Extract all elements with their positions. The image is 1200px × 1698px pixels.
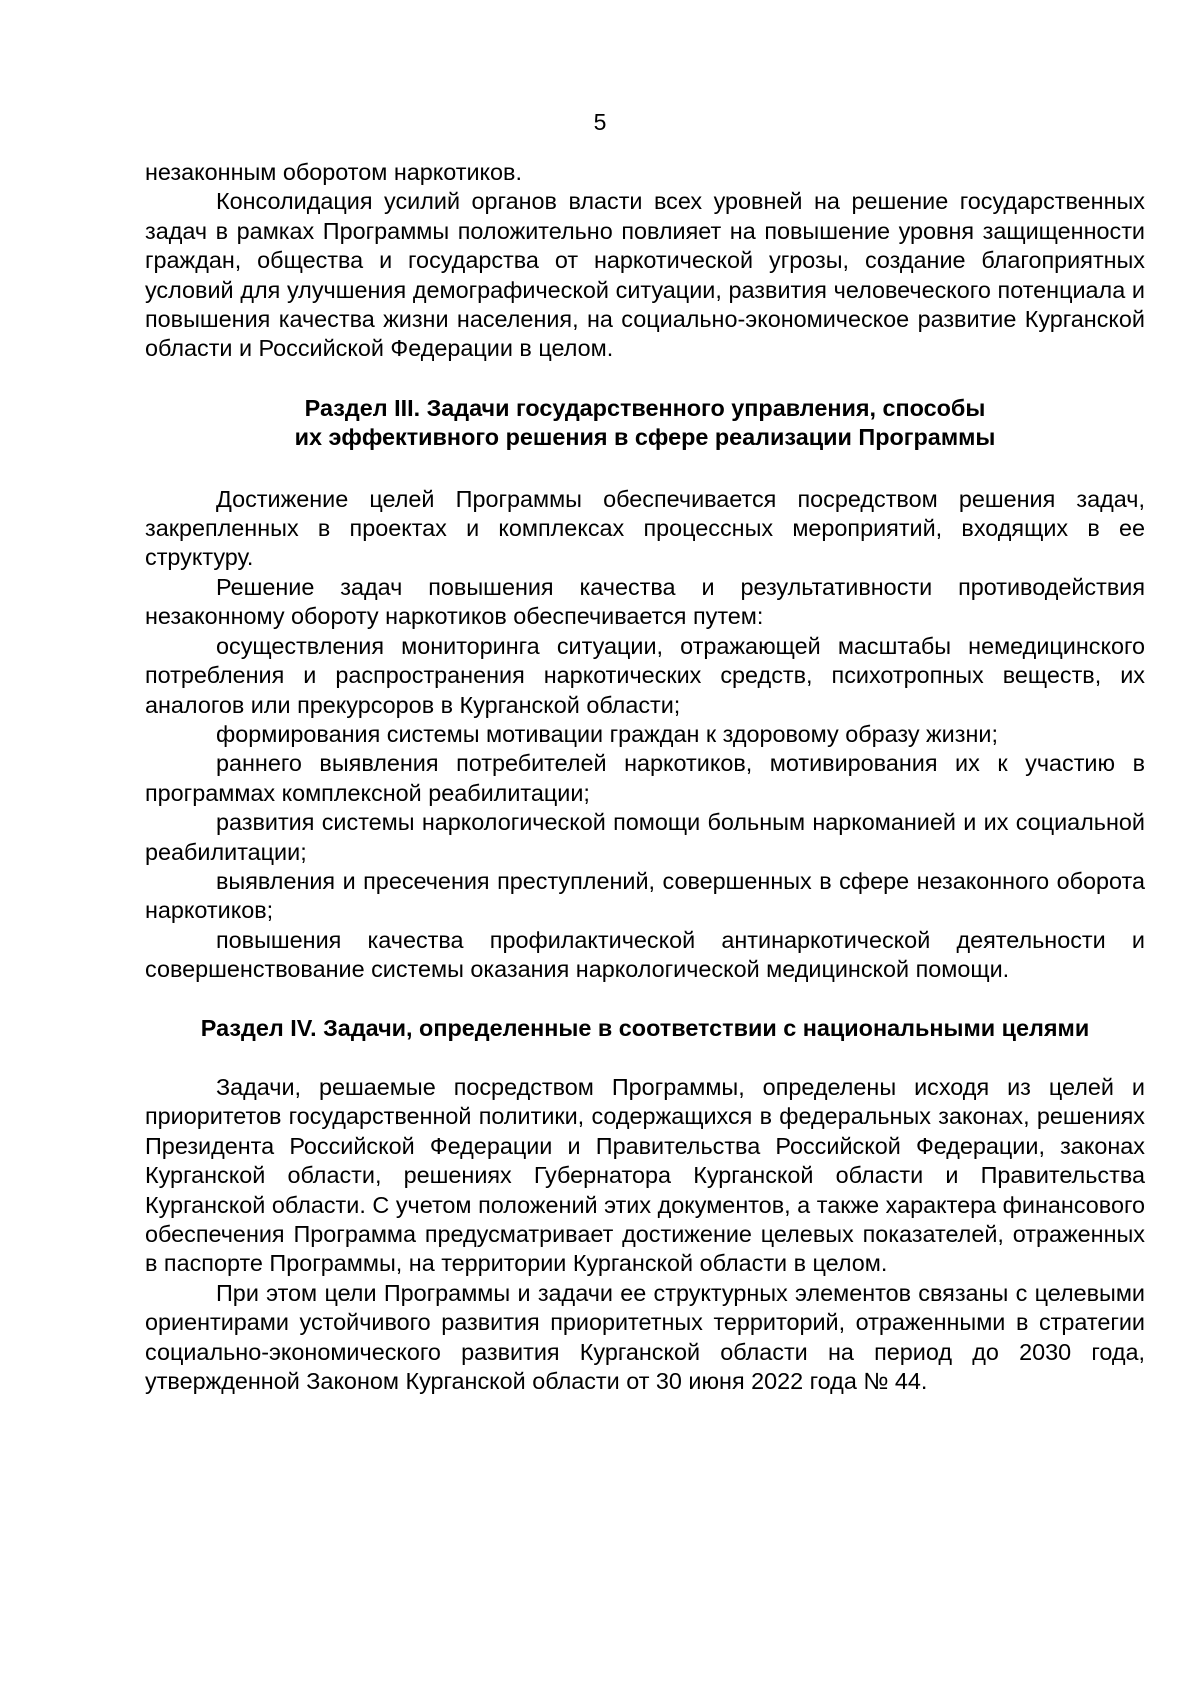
- section-3-list-item: формирования системы мотивации граждан к здоровому образу жизни;: [216, 720, 998, 747]
- section-3-list-item: выявления и пресечения преступлений, совершенных в сфере незаконного оборота наркотиков;: [145, 867, 1145, 924]
- section-3-heading-line-2: их эффективного решения в сфере реализации Программы: [294, 424, 996, 451]
- section-3-paragraph: Решение задач повышения качества и результативности противодействия незаконному обороту наркотиков обеспечивается путем:: [145, 573, 1145, 630]
- section-3-list-item: раннего выявления потребителей наркотиков, мотивирования их к участию в программах комплексной реабилитации;: [145, 750, 1145, 806]
- section-4-paragraph: Задачи, решаемые посредством Программы, определены исходя из целей и приоритетов государственной политики, содержащихся в федеральных законах, решениях Президента Российской Федерации и Правительства Российской Федерации, законах Курганской области, решениях Губернатора Курганской области и Правительства Курганской области. С учетом положений этих документов, а также характера финансового обеспечения Программа предусматривает достижение целевых показателей, отраженных в паспорте Программы, на территории Курганской области в целом.: [145, 1073, 1145, 1277]
- document-body: [145, 158, 1145, 1396]
- section-3-heading-line-1: Раздел III. Задачи государственного управления, способы: [304, 394, 986, 421]
- section-4-heading: Раздел IV. Задачи, определенные в соответствии с национальными целями: [200, 1014, 1090, 1041]
- paragraph-continuation: незаконным оборотом наркотиков.: [145, 159, 522, 185]
- page-number: 5: [593, 109, 607, 135]
- section-4-paragraph: При этом цели Программы и задачи ее структурных элементов связаны с целевыми ориентирами устойчивого развития приоритетных территорий, отраженными в стратегии социально-экономического развития Курганской области на период до 2030 года, утвержденной Законом Курганской области от 30 июня 2022 года № 44.: [145, 1279, 1145, 1395]
- section-3-paragraph: Достижение целей Программы обеспечивается посредством решения задач, закрепленных в проектах и комплексах процессных мероприятий, входящих в ее структуру.: [145, 485, 1145, 571]
- section-3-heading: [145, 394, 1145, 453]
- paragraph-consolidation: Консолидация усилий органов власти всех уровней на решение государственных задач в рамках Программы положительно повлияет на повышение уровня защищенности граждан, общества и государства от наркотической угрозы, создание благоприятных условий для улучшения демографической ситуации, развития человеческого потенциала и повышения качества жизни населения, на социально-экономическое развитие Курганской области и Российской Федерации в целом.: [145, 188, 1145, 362]
- section-3-list-item: осуществления мониторинга ситуации, отражающей масштабы немедицинского потребления и распространения наркотических средств, психотропных веществ, их аналогов или прекурсоров в Курганской области;: [145, 632, 1145, 718]
- section-3-list-item: повышения качества профилактической антинаркотической деятельности и совершенствование системы оказания наркологической медицинской помощи.: [145, 926, 1145, 983]
- section-3-list-item: развития системы наркологической помощи больным наркоманией и их социальной реабилитации;: [145, 809, 1145, 865]
